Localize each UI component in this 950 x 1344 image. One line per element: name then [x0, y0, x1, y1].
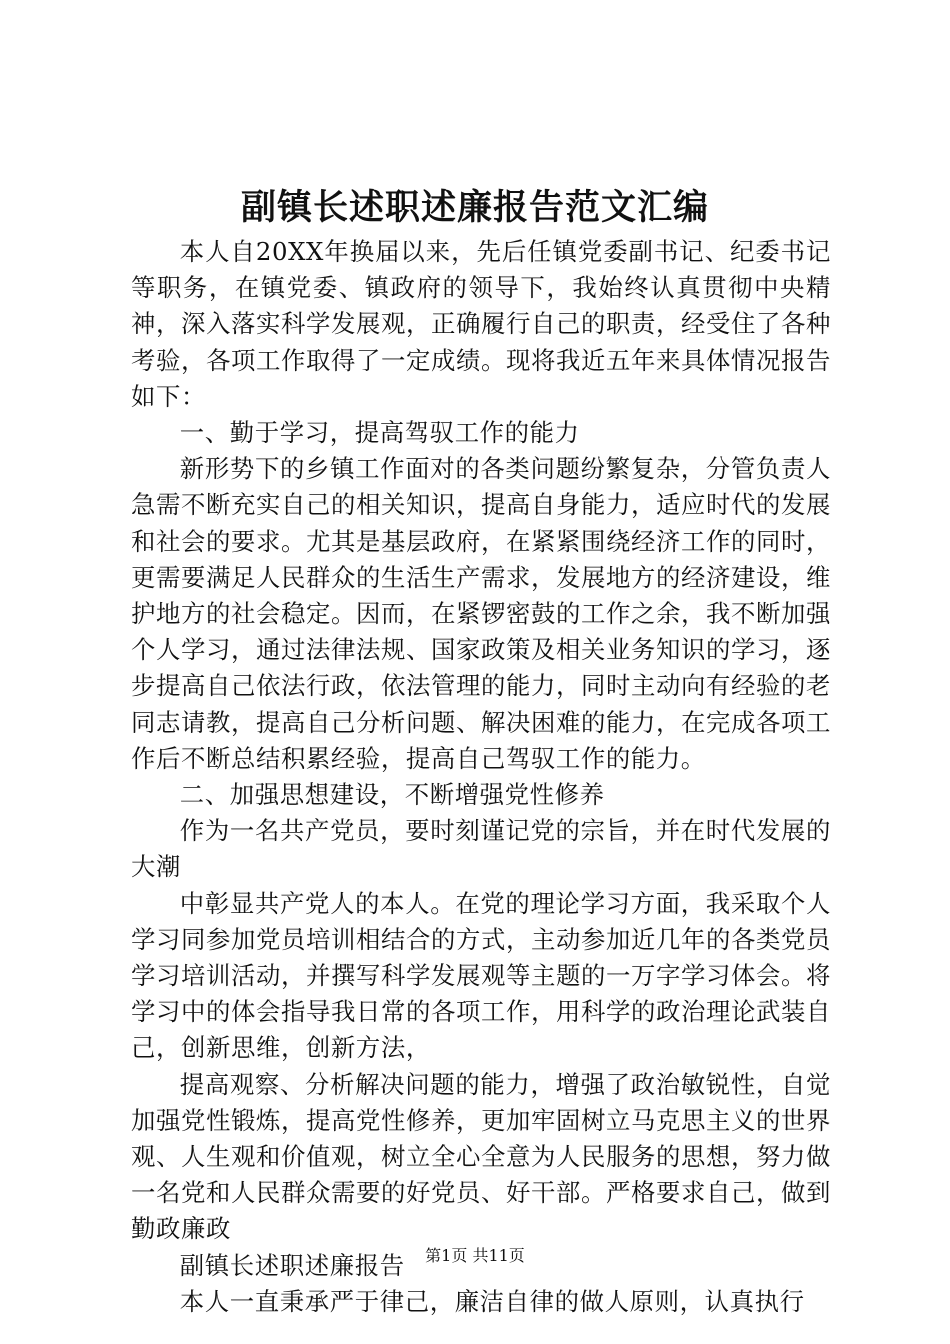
sub-heading-report: 副镇长述职述廉报告 [179, 1250, 405, 1280]
page-number-footer: 第1页 共11页 [425, 1246, 525, 1265]
paragraph-integrity: 本人一直秉承严于律己，廉洁自律的做人原则，认真执行 [179, 1286, 805, 1316]
paragraph-theory-study: 中彰显共产党人的本人。在党的理论学习方面，我采取个人学习同参加党员培训相结合的方式，主动参加近几年的各类党员学习培训活动，并撰写科学发展观等主题的一万字学习体会。将学习中的体会指导我日常的各项工作，用科学的政治理论武装自己，创新思维，创新方法， [131, 888, 831, 1063]
paragraph-ability: 提高观察、分析解决问题的能力，增强了政治敏锐性，自觉加强党性锻炼，提高党性修养，更加牢固树立马克思主义的世界观、人生观和价值观，树立全心全意为人民服务的思想，努力做一名党和人民群众需要的好党员、好干部。严格要求自己，做到勤政廉政 [131, 1069, 831, 1244]
document-title: 副镇长述职述廉报告范文汇编 [240, 187, 709, 228]
section-heading-2: 二、加强思想建设，不断增强党性修养 [179, 780, 605, 810]
document-body [131, 234, 831, 1320]
paragraph-party-member: 作为一名共产党员，要时刻谨记党的宗旨，并在时代发展的大潮 [131, 816, 831, 882]
paragraph-study: 新形势下的乡镇工作面对的各类问题纷繁复杂，分管负责人急需不断充实自己的相关知识，提高自身能力，适应时代的发展和社会的要求。尤其是基层政府，在紧紧围绕经济工作的同时，更需要满足人民群众的生活生产需求，发展地方的经济建设，维护地方的社会稳定。因而，在紧锣密鼓的工作之余，我不断加强个人学习，通过法律法规、国家政策及相关业务知识的学习，逐步提高自己依法行政，依法管理的能力，同时主动向有经验的老同志请教，提高自己分析问题、解决困难的能力，在完成各项工作后不断总结积累经验，提高自己驾驭工作的能力。 [131, 454, 831, 773]
paragraph-intro: 本人自20XX年换届以来，先后任镇党委副书记、纪委书记等职务，在镇党委、镇政府的领导下，我始终认真贯彻中央精神，深入落实科学发展观，正确履行自己的职责，经受住了各种考验，各项工作取得了一定成绩。现将我近五年来具体情况报告如下： [131, 237, 831, 411]
section-heading-1: 一、勤于学习，提高驾驭工作的能力 [179, 418, 580, 448]
